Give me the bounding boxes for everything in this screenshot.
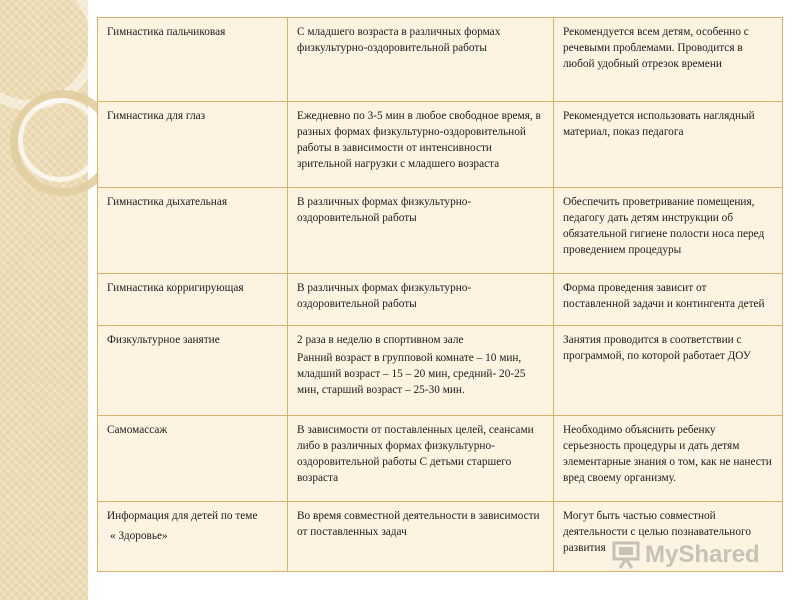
activity-name-cell: Гимнастика корригирующая [98,274,288,326]
table-row [98,326,783,416]
activity-name-cell: Самомассаж [98,416,288,502]
schedule-cell: В различных формах физкультурно-оздоровительной работы [288,274,554,326]
notes-cell: Обеспечить проветривание помещения, педагогу дать детям инструкции об обязательной гигиене полости носа перед проведением процедуры [554,188,783,274]
watermark [611,540,760,570]
activity-name-line: Информация для детей по теме [107,510,258,522]
schedule-cell [288,326,554,416]
health-activities-table [97,17,783,572]
table-row [98,18,783,102]
table-row [98,102,783,188]
activity-name-cell: Гимнастика для глаз [98,102,288,188]
schedule-line: 2 раза в неделю в спортивном зале [297,334,464,346]
decorative-ring [18,98,102,182]
activity-name-cell [98,502,288,572]
decorative-side-panel [0,0,88,600]
notes-cell: Форма проведения зависит от поставленной задачи и контингента детей [554,274,783,326]
table-row [98,188,783,274]
notes-cell: Рекомендуется всем детям, особенно с речевыми проблемами. Проводится в любой удобный отрезок времени [554,18,783,102]
activity-name-line: « Здоровье» [110,530,168,542]
schedule-cell: С младшего возраста в различных формах физкультурно-оздоровительной работы [288,18,554,102]
table-row [98,274,783,326]
schedule-cell: В различных формах физкультурно-оздоровительной работы [288,188,554,274]
notes-cell: Могут быть частью совместной деятельности с целью познавательного развития [554,502,783,572]
schedule-line: Ранний возраст в групповой комнате – 10 мин, младший возраст – 15 – 20 мин, средний- 20-25 мин, старший возраст – 25-30 мин. [297,352,526,396]
notes-cell: Необходимо объяснить ребенку серьезность процедуры и дать детям элементарные знания о том, как не нанести вред своему организму. [554,416,783,502]
activity-name-cell: Физкультурное занятие [98,326,288,416]
schedule-cell: Ежедневно по 3-5 мин в любое свободное время, в разных формах физкультурно-оздоровительной работы в зависимости от интенсивности зрительной нагрузки с младшего возраста [288,102,554,188]
schedule-cell: В зависимости от поставленных целей, сеансами либо в различных формах физкультурно-оздоровительной работы С детьми старшего возраста [288,416,554,502]
watermark-text: MyShared [645,541,760,568]
presentation-board-icon [611,540,641,570]
notes-cell: Занятия проводится в соответствии с программой, по которой работает ДОУ [554,326,783,416]
notes-cell: Рекомендуется использовать наглядный материал, показ педагога [554,102,783,188]
schedule-cell: Во время совместной деятельности в зависимости от поставленных задач [288,502,554,572]
activity-name-cell: Гимнастика дыхательная [98,188,288,274]
activity-name-cell: Гимнастика пальчиковая [98,18,288,102]
table-row [98,416,783,502]
